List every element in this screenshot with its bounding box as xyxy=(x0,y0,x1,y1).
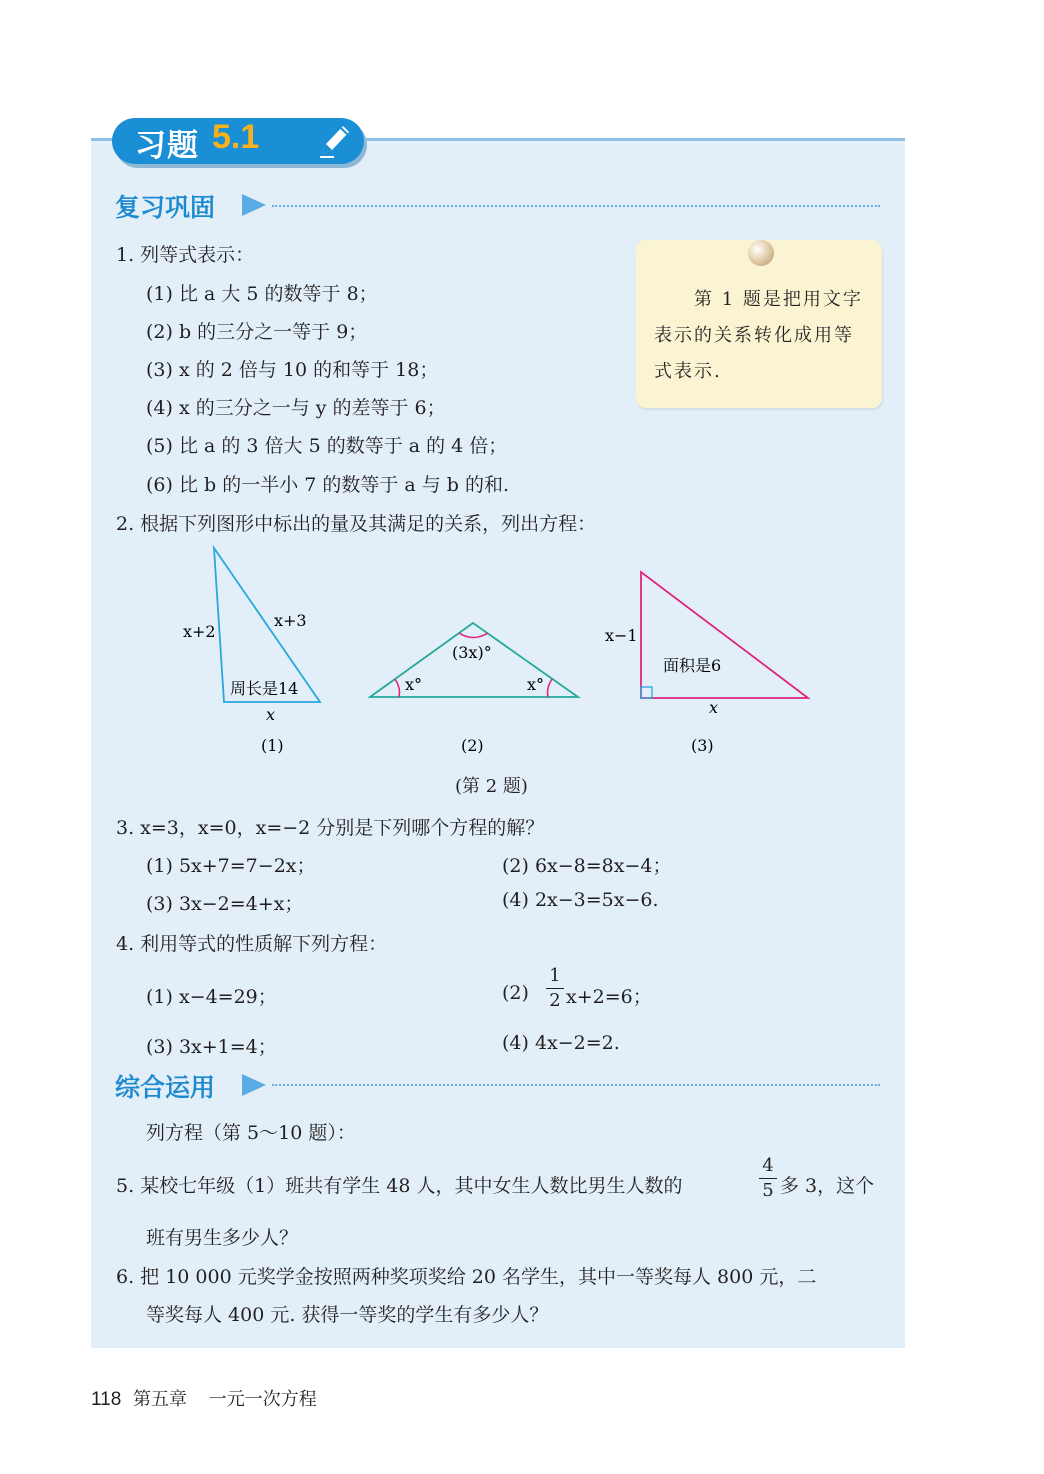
fig1-left-label: x+2 xyxy=(183,622,216,641)
fig2-caption: (2) xyxy=(461,736,484,755)
section-apply-heading: 综合运用 xyxy=(115,1073,216,1102)
chapter-label: 第五章 xyxy=(133,1389,188,1410)
q5-line-1b: 多 3，这个 xyxy=(780,1175,875,1197)
section-divider xyxy=(272,1084,880,1086)
q6-line-2: 等奖每人 400 元. 获得一等奖的学生有多少人？ xyxy=(146,1304,549,1326)
fig2-right-label: x° xyxy=(527,675,545,694)
q4-fraction-denominator: 2 xyxy=(549,990,561,1011)
q1-item-6: (6) 比 b 的一半小 7 的数等于 a 与 b 的和. xyxy=(146,474,510,496)
play-arrow-icon xyxy=(240,1072,268,1098)
q4-item-3: (3) 3x+1=4； xyxy=(146,1036,277,1058)
fig1-right-label: x+3 xyxy=(274,611,307,630)
tip-line-2: 表示的关系转化成用等 xyxy=(654,325,854,346)
pushpin-icon xyxy=(748,240,774,266)
tip-note-text xyxy=(654,282,874,390)
q4-item-2-rest: x+2=6； xyxy=(566,986,652,1008)
q4-fraction xyxy=(546,966,564,1011)
fig3-left-label: x−1 xyxy=(605,626,638,645)
q4-item-4: (4) 4x−2=2. xyxy=(502,1032,620,1054)
chapter-title: 一元一次方程 xyxy=(208,1389,317,1410)
q1-item-1: (1) 比 a 大 5 的数等于 8； xyxy=(146,283,378,305)
page-number: 118 xyxy=(91,1389,122,1410)
q1-item-3: (3) x 的 2 倍与 10 的和等于 18； xyxy=(146,359,439,381)
section-divider xyxy=(272,205,880,207)
page-footer xyxy=(91,1385,317,1411)
q4-stem: 4. 利用等式的性质解下列方程： xyxy=(116,933,388,955)
fig3-caption: (3) xyxy=(691,736,714,755)
section-review-heading: 复习巩固 xyxy=(115,193,216,222)
exercise-number: 5.1 xyxy=(212,118,260,156)
q3-stem: 3. x=3，x=0，x=−2 分别是下列哪个方程的解？ xyxy=(116,817,545,839)
q3-item-1: (1) 5x+7=7−2x； xyxy=(146,855,316,877)
q2-stem: 2. 根据下列图形中标出的量及其满足的关系，列出方程： xyxy=(116,513,597,535)
q3-item-3: (3) 3x−2=4+x； xyxy=(146,893,304,915)
pencil-icon xyxy=(314,120,354,160)
play-arrow-icon xyxy=(240,192,268,218)
q4-item-2-prefix: (2) xyxy=(502,982,529,1004)
q5-fraction-numerator: 4 xyxy=(762,1155,774,1176)
fig1-inner-label: 周长是14 xyxy=(230,679,299,698)
q3-item-2: (2) 6x−8=8x−4； xyxy=(502,855,672,877)
q5-line-1a: 5. 某校七年级（1）班共有学生 48 人，其中女生人数比男生人数的 xyxy=(116,1175,683,1197)
q6-line-1: 6. 把 10 000 元奖学金按照两种奖项奖给 20 名学生，其中一等奖每人 800 元，二 xyxy=(116,1266,817,1288)
q1-item-4: (4) x 的三分之一与 y 的差等于 6； xyxy=(146,397,446,419)
q5-fraction xyxy=(759,1156,777,1201)
fig3-inner-label: 面积是6 xyxy=(663,656,722,675)
fig3-bottom-label: x xyxy=(709,698,719,717)
tip-line-1: 第 1 题是把用文字 xyxy=(694,289,863,310)
q4-item-1: (1) x−4=29； xyxy=(146,986,277,1008)
fig1-caption: (1) xyxy=(261,736,284,755)
tip-line-3: 式表示. xyxy=(654,361,722,382)
exercise-title: 习题 xyxy=(135,128,199,164)
q4-fraction-numerator: 1 xyxy=(549,965,561,986)
q1-item-5: (5) 比 a 的 3 倍大 5 的数等于 a 的 4 倍； xyxy=(146,435,508,457)
q1-stem: 1. 列等式表示： xyxy=(116,244,255,266)
fig2-left-label: x° xyxy=(405,675,423,694)
q5-fraction-denominator: 5 xyxy=(762,1180,774,1201)
q1-item-2: (2) b 的三分之一等于 9； xyxy=(146,321,368,343)
fig1-bottom-label: x xyxy=(266,705,276,724)
q5-intro: 列方程（第 5～10 题）： xyxy=(146,1122,356,1144)
q5-line-2: 班有男生多少人？ xyxy=(146,1227,299,1249)
q3-item-4: (4) 2x−3=5x−6. xyxy=(502,889,659,911)
fig2-top-label: (3x)° xyxy=(452,643,492,662)
q2-caption: (第 2 题) xyxy=(455,776,528,797)
